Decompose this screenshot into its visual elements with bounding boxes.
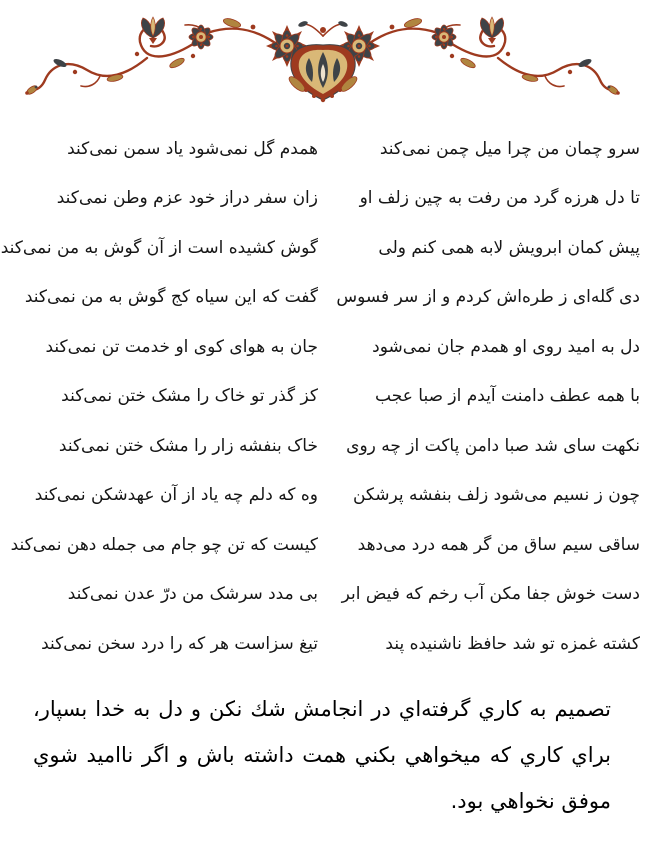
first-hemistich: با همه عطف دامنت آیدم از صبا عجب <box>375 386 640 407</box>
second-hemistich: گوش کشیده است از آن گوش به من نمی‌کند <box>0 237 318 258</box>
first-hemistich: سرو چمان من چرا میل چمن نمی‌کند <box>379 138 640 159</box>
couplet-row <box>12 471 640 521</box>
couplet-row <box>12 174 640 224</box>
first-hemistich: تا دل هرزه گرد من رفت به چین زلف او <box>359 188 640 209</box>
second-hemistich: خاک بنفشه زار را مشک ختن نمی‌کند <box>58 435 318 456</box>
couplet-row <box>12 421 640 471</box>
couplet-row <box>12 570 640 620</box>
first-hemistich: دست خوش جفا مکن آب رخم که فیض ابر <box>341 584 640 605</box>
couplet-row <box>12 372 640 422</box>
first-hemistich: نکهت سای شد صبا دامن پاکت از چه روی <box>346 435 640 456</box>
fal-interpretation-text: تصميم به كاري گرفته‌اي در انجامش شك نكن و دل به خدا بسپار، براي كاري كه ميخواهي بكني همت داشته باش و اگر نااميد شوي موفق نخواهي بود. <box>33 697 611 813</box>
couplet-row <box>12 124 640 174</box>
couplet-row <box>12 273 640 323</box>
couplet-row <box>12 619 640 669</box>
couplet-row <box>12 322 640 372</box>
couplet-row <box>12 520 640 570</box>
first-hemistich: کشته غمزه تو شد حافظ ناشنیده پند <box>385 633 640 654</box>
second-hemistich: زان سفر دراز خود عزم وطن نمی‌کند <box>56 188 318 209</box>
second-hemistich: همدم گل نمی‌شود یاد سمن نمی‌کند <box>67 138 318 159</box>
second-hemistich: کیست که تن چو جام می جمله دهن نمی‌کند <box>10 534 318 555</box>
second-hemistich: جان به هوای کوی او خدمت تن نمی‌کند <box>45 336 318 357</box>
ghazal-text <box>0 124 640 669</box>
second-hemistich: گفت که این سیاه کج گوش به من نمی‌کند <box>24 287 318 308</box>
first-hemistich: دی گله‌ای ز طره‌اش کردم و از سر فسوس <box>336 287 640 308</box>
first-hemistich: ساقی سیم ساق من گر همه درد می‌دهد <box>357 534 640 555</box>
first-hemistich: چون ز نسیم می‌شود زلف بنفشه پرشکن <box>352 485 640 506</box>
second-hemistich: کز گذر تو خاک را مشک ختن نمی‌کند <box>61 386 318 407</box>
couplet-row <box>0 223 640 273</box>
first-hemistich: دل به امید روی او همدم جان نمی‌شود <box>372 336 640 357</box>
floral-ornament-icon <box>0 8 645 112</box>
second-hemistich: بی مدد سرشک من درّ عدن نمی‌کند <box>67 584 318 605</box>
central-palmette-icon <box>266 20 380 102</box>
second-hemistich: وه که دلم چه یاد از آن عهدشکن نمی‌کند <box>34 485 318 506</box>
first-hemistich: پیش کمان ابرویش لابه همی کنم ولی <box>378 237 640 258</box>
floral-ornament <box>0 8 645 112</box>
second-hemistich: تیغ سزاست هر که را درد سخن نمی‌کند <box>41 633 318 654</box>
